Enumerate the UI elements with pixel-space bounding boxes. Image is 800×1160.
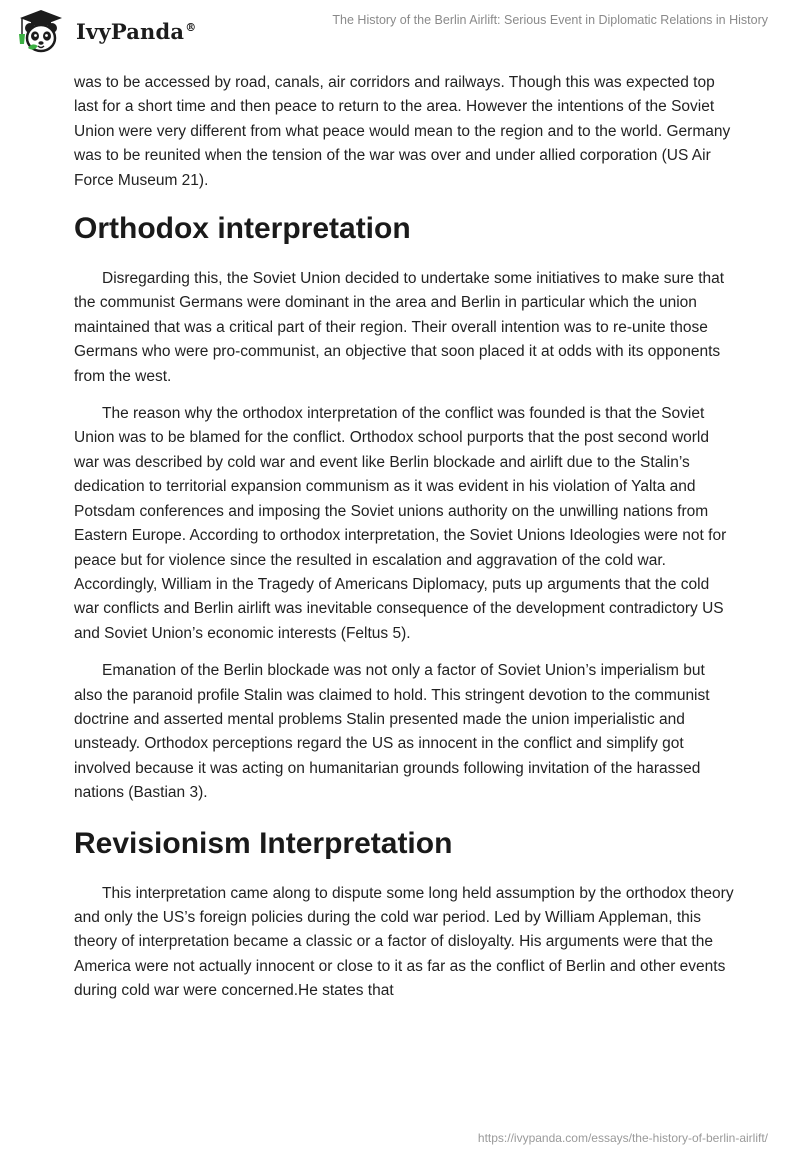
source-url-link[interactable]: https://ivypanda.com/essays/the-history-of-berlin-airlift/ — [477, 1131, 768, 1145]
orthodox-paragraph-3: Emanation of the Berlin blockade was not only a factor of Soviet Union’s imperialism but also the paranoid profile Stalin was claimed to hold. This stringent devotion to the communist doctrine and asserted mental problems Stalin presented made the union imperialistic and unsteady. Orthodox perceptions regard the US as innocent in the conflict and simplify got involved because it was acting on humanitarian grounds following invitation of the harassed nations (Bastian 3). — [74, 662, 710, 802]
orthodox-paragraph-1: Disregarding this, the Soviet Union decided to undertake some initiatives to make sure that the communist Germans were dominant in the area and Berlin in particular which the union maintained that was a critical part of their region. Their overall intention was to re-unite those Germans who were pro-communist, an objective that soon placed it at odds with its opponents from the west. — [74, 270, 725, 385]
ivypanda-logo[interactable] — [14, 8, 196, 54]
panda-graduate-icon — [14, 8, 68, 54]
logo-wordmark: IvyPanda® — [76, 18, 197, 44]
registered-mark: ® — [185, 20, 197, 34]
page-header — [0, 0, 800, 62]
section-heading-orthodox: Orthodox interpretation — [74, 212, 411, 246]
intro-paragraph: was to be accessed by road, canals, air corridors and railways. Though this was expected top last for a short time and then peace to return to the area. However the intentions of the Soviet Union were very different from what peace would mean to the region and to the world. Germany was to be reunited when the tension of the war was over and under allied corporation (US Air Force Museum 21). — [74, 74, 731, 189]
essay-content — [74, 71, 734, 1017]
document-title: The History of the Berlin Airlift: Serious Event in Diplomatic Relations in History — [332, 13, 768, 27]
orthodox-paragraph-2: The reason why the orthodox interpretation of the conflict was founded is that the Soviet Union was to be blamed for the conflict. Orthodox school purports that the post second world war was described by cold war and event like Berlin blockade and airlift due to the Stalin’s dedication to territorial expansion communism as it was evident in his violation of Yalta and Potsdam conferences and imposing the Soviet unions authority on the unwilling nations from Eastern Europe. According to orthodox interpretation, the Soviet Unions Ideologies were not for peace but for violence since the resulted in escalation and aggravation of the cold war. Accordingly, William in the Tragedy of Americans Diplomacy, puts up arguments that the cold war conflicts and Berlin airlift was inevitable consequence of the development contradictory US and Soviet Union’s economic interests (Feltus 5). — [74, 405, 727, 642]
section-heading-revisionism: Revisionism Interpretation — [74, 826, 453, 860]
revisionism-paragraph-1: This interpretation came along to dispute some long held assumption by the orthodox theory and only the US’s foreign policies during the cold war period. Led by William Appleman, this theory of interpretation became a classic or a factor of disloyalty. His arguments were that the America were not actually innocent or close to it as far as the conflict of Berlin and other events during cold war were concerned.He states that — [74, 884, 734, 1000]
